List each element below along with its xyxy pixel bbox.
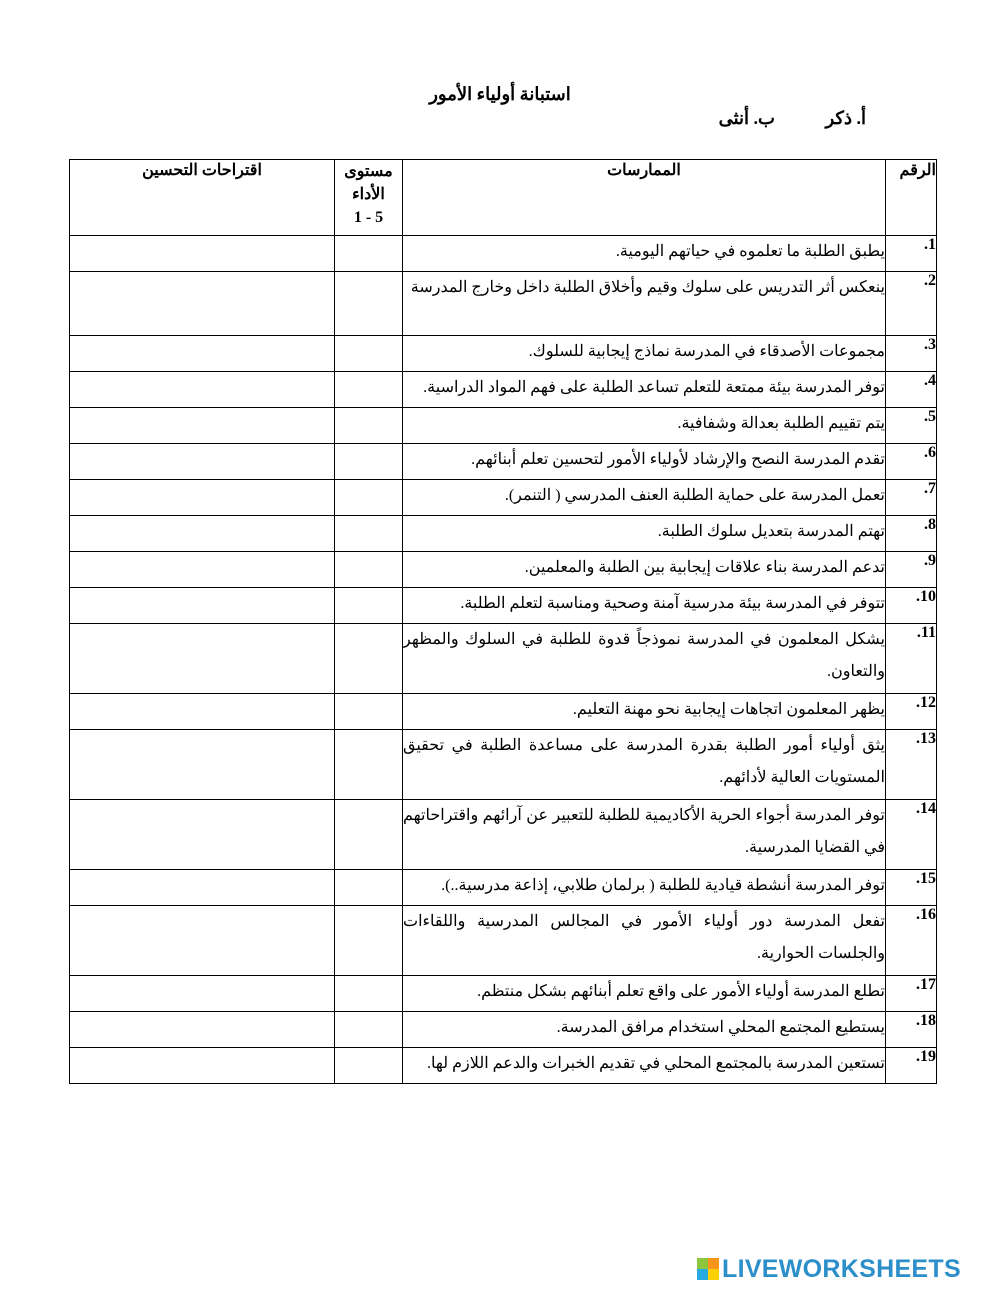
row-practice-text: تستعين المدرسة بالمجتمع المحلي في تقديم الخبرات والدعم اللازم لها. [403, 1048, 886, 1084]
row-number: 1. [886, 236, 937, 272]
table-row [70, 372, 937, 408]
table-row [70, 870, 937, 906]
table-row [70, 906, 937, 976]
table-row [70, 1048, 937, 1084]
row-number: 16. [886, 906, 937, 976]
row-performance-level-cell[interactable] [335, 588, 403, 624]
row-performance-level-cell[interactable] [335, 624, 403, 694]
header-level-line3: 1 - 5 [353, 209, 384, 226]
row-practice-text: يثق أولياء أمور الطلبة بقدرة المدرسة على مساعدة الطلبة في تحقيق المستويات العالية لأدائهم. [403, 730, 886, 800]
row-suggestion-cell[interactable] [70, 906, 335, 976]
row-number: 13. [886, 730, 937, 800]
row-practice-text: تقدم المدرسة النصح والإرشاد لأولياء الأمور لتحسين تعلم أبنائهم. [403, 444, 886, 480]
row-performance-level-cell[interactable] [335, 906, 403, 976]
page-title: استبانة أولياء الأمور [429, 84, 571, 104]
row-practice-text: توفر المدرسة أنشطة قيادية للطلبة ( برلمان طلابي، إذاعة مدرسية..). [403, 870, 886, 906]
table-row [70, 552, 937, 588]
row-practice-text: يتم تقييم الطلبة بعدالة وشفافية. [403, 408, 886, 444]
row-performance-level-cell[interactable] [335, 1048, 403, 1084]
row-number: 10. [886, 588, 937, 624]
row-suggestion-cell[interactable] [70, 372, 335, 408]
row-practice-text: يطبق الطلبة ما تعلموه في حياتهم اليومية. [403, 236, 886, 272]
row-performance-level-cell[interactable] [335, 408, 403, 444]
row-number: 12. [886, 694, 937, 730]
row-suggestion-cell[interactable] [70, 1048, 335, 1084]
row-performance-level-cell[interactable] [335, 1012, 403, 1048]
row-practice-text: مجموعات الأصدقاء في المدرسة نماذج إيجابية للسلوك. [403, 336, 886, 372]
liveworksheets-icon [697, 1258, 719, 1280]
row-practice-text: تدعم المدرسة بناء علاقات إيجابية بين الطلبة والمعلمين. [403, 552, 886, 588]
row-suggestion-cell[interactable] [70, 336, 335, 372]
row-number: 4. [886, 372, 937, 408]
row-number: 3. [886, 336, 937, 372]
row-performance-level-cell[interactable] [335, 336, 403, 372]
row-suggestion-cell[interactable] [70, 870, 335, 906]
row-suggestion-cell[interactable] [70, 800, 335, 870]
table-row [70, 336, 937, 372]
row-practice-text: يشكل المعلمون في المدرسة نموذجاً قدوة للطلبة في السلوك والمظهر والتعاون. [403, 624, 886, 694]
table-row [70, 624, 937, 694]
row-performance-level-cell[interactable] [335, 480, 403, 516]
row-suggestion-cell[interactable] [70, 236, 335, 272]
row-number: 18. [886, 1012, 937, 1048]
row-practice-text: يظهر المعلمون اتجاهات إيجابية نحو مهنة التعليم. [403, 694, 886, 730]
gender-option-male[interactable]: أ. ذكر [825, 108, 866, 128]
row-number: 9. [886, 552, 937, 588]
row-suggestion-cell[interactable] [70, 1012, 335, 1048]
row-suggestion-cell[interactable] [70, 976, 335, 1012]
row-practice-text: يستطيع المجتمع المحلي استخدام مرافق المدرسة. [403, 1012, 886, 1048]
row-number: 11. [886, 624, 937, 694]
row-performance-level-cell[interactable] [335, 730, 403, 800]
row-number: 7. [886, 480, 937, 516]
row-practice-text: ينعكس أثر التدريس على سلوك وقيم وأخلاق الطلبة داخل وخارج المدرسة [403, 272, 886, 336]
table-row [70, 480, 937, 516]
row-performance-level-cell[interactable] [335, 552, 403, 588]
header-level-line2: الأداء [352, 186, 385, 203]
row-suggestion-cell[interactable] [70, 624, 335, 694]
row-performance-level-cell[interactable] [335, 236, 403, 272]
row-practice-text: توفر المدرسة بيئة ممتعة للتعلم تساعد الطلبة على فهم المواد الدراسية. [403, 372, 886, 408]
row-suggestion-cell[interactable] [70, 272, 335, 336]
row-performance-level-cell[interactable] [335, 800, 403, 870]
row-practice-text: تتوفر في المدرسة بيئة مدرسية آمنة وصحية ومناسبة لتعلم الطلبة. [403, 588, 886, 624]
row-number: 2. [886, 272, 937, 336]
table-row [70, 800, 937, 870]
row-suggestion-cell[interactable] [70, 444, 335, 480]
survey-table [69, 159, 937, 1084]
table-row [70, 516, 937, 552]
row-performance-level-cell[interactable] [335, 976, 403, 1012]
table-row [70, 272, 937, 336]
brand-name: LIVEWORKSHEETS [722, 1254, 961, 1283]
row-performance-level-cell[interactable] [335, 444, 403, 480]
table-row [70, 694, 937, 730]
header-performance-level [335, 160, 403, 236]
row-performance-level-cell[interactable] [335, 870, 403, 906]
table-row [70, 1012, 937, 1048]
row-suggestion-cell[interactable] [70, 408, 335, 444]
row-performance-level-cell[interactable] [335, 516, 403, 552]
row-practice-text: تهتم المدرسة بتعديل سلوك الطلبة. [403, 516, 886, 552]
row-number: 5. [886, 408, 937, 444]
row-performance-level-cell[interactable] [335, 372, 403, 408]
row-suggestion-cell[interactable] [70, 552, 335, 588]
row-suggestion-cell[interactable] [70, 694, 335, 730]
header-level-line1: مستوى [344, 163, 393, 180]
row-performance-level-cell[interactable] [335, 694, 403, 730]
table-row [70, 588, 937, 624]
table-row [70, 976, 937, 1012]
table-header-row [70, 160, 937, 236]
row-number: 8. [886, 516, 937, 552]
row-practice-text: تعمل المدرسة على حماية الطلبة العنف المدرسي ( التنمر). [403, 480, 886, 516]
row-number: 17. [886, 976, 937, 1012]
row-number: 14. [886, 800, 937, 870]
header-suggestions: اقتراحات التحسين [70, 160, 335, 236]
row-number: 19. [886, 1048, 937, 1084]
table-row [70, 444, 937, 480]
row-number: 15. [886, 870, 937, 906]
row-practice-text: تفعل المدرسة دور أولياء الأمور في المجالس المدرسية واللقاءات والجلسات الحوارية. [403, 906, 886, 976]
table-row [70, 236, 937, 272]
header-number: الرقم [886, 160, 937, 236]
liveworksheets-logo [697, 1254, 997, 1284]
gender-option-female[interactable]: ب. أنثى [718, 108, 775, 128]
table-row [70, 730, 937, 800]
row-suggestion-cell[interactable] [70, 730, 335, 800]
header-practices: الممارسات [403, 160, 886, 236]
row-number: 6. [886, 444, 937, 480]
row-suggestion-cell[interactable] [70, 588, 335, 624]
row-practice-text: تطلع المدرسة أولياء الأمور على واقع تعلم أبنائهم بشكل منتظم. [403, 976, 886, 1012]
row-suggestion-cell[interactable] [70, 480, 335, 516]
row-performance-level-cell[interactable] [335, 272, 403, 336]
row-suggestion-cell[interactable] [70, 516, 335, 552]
gender-options [680, 108, 870, 138]
table-row [70, 408, 937, 444]
row-practice-text: توفر المدرسة أجواء الحرية الأكاديمية للطلبة للتعبير عن آرائهم واقتراحاتهم في القضايا المدرسية. [403, 800, 886, 870]
